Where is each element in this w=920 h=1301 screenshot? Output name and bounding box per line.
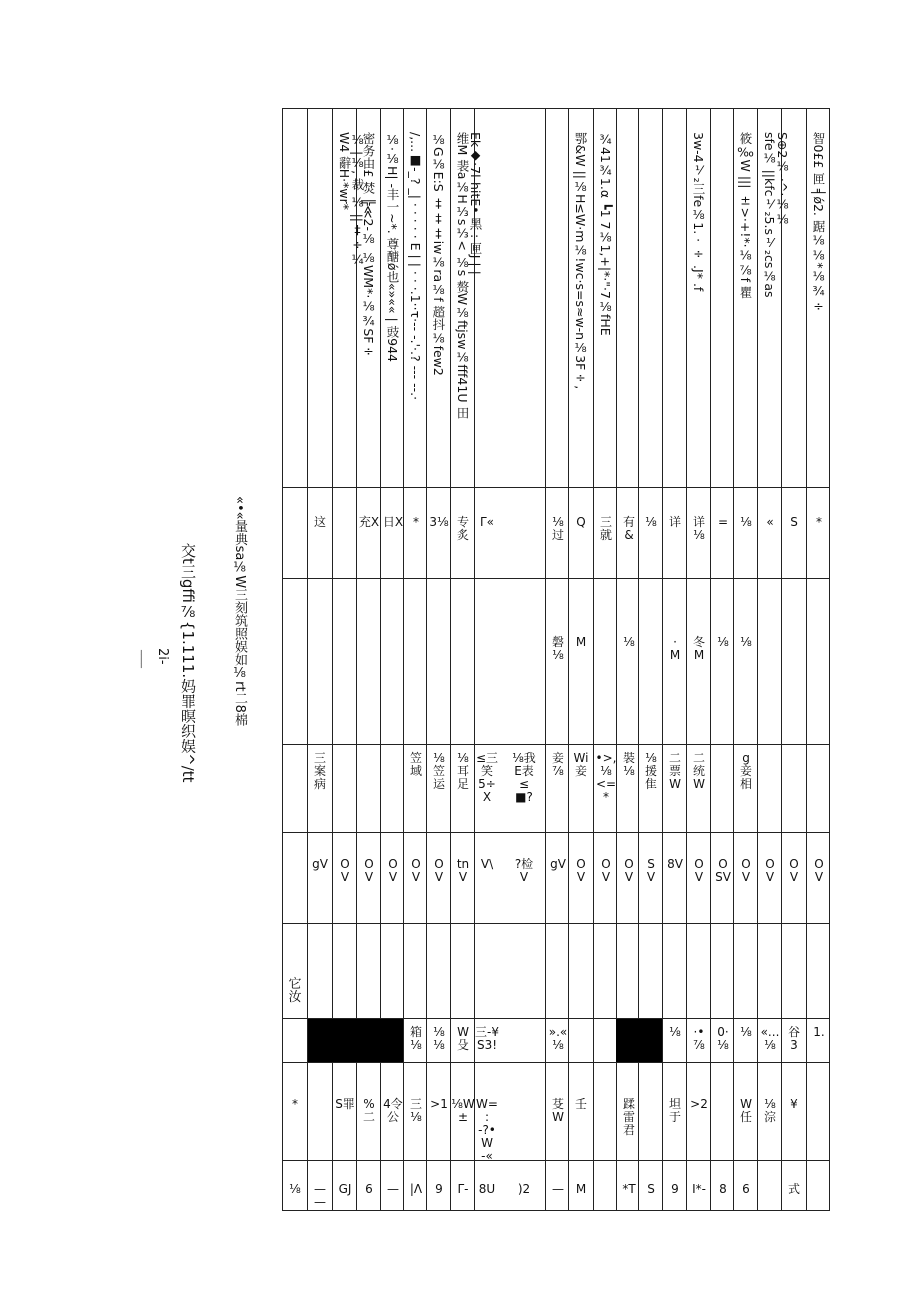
- table-cell-c4: V\: [480, 857, 494, 871]
- table-cell-c7: 坦 于: [668, 1097, 681, 1124]
- table-cell-c1: 充X: [358, 515, 380, 529]
- table-cell-c7: ¥: [790, 1097, 798, 1111]
- table-cell-c2: ⅛: [717, 635, 729, 649]
- table-cell-c4: S V: [646, 857, 656, 884]
- table-cell-c4: O V: [741, 857, 751, 884]
- table-cell-c8: 8: [719, 1182, 727, 1196]
- table-cell-c7: 壬: [574, 1097, 587, 1111]
- table-cell-c1: ⅛: [740, 515, 752, 529]
- table-cell-c8: — —: [314, 1182, 326, 1209]
- table-cell-c4: 8V: [667, 857, 683, 871]
- table-cell-c1: Γ«: [479, 515, 495, 529]
- table-cell-c6: ⅛: [740, 1025, 752, 1039]
- table-cell-c4: O V: [340, 857, 350, 884]
- table-cell-c8: —: [387, 1182, 399, 1196]
- table-cell-c6: W 殳: [456, 1025, 469, 1052]
- table-cell-c1: «: [766, 515, 774, 529]
- table-cell-c2: M: [575, 635, 587, 649]
- table-cell-c8: Γ-: [457, 1182, 469, 1196]
- table-cell-c6: 三-¥ S3!: [475, 1025, 499, 1052]
- table-cell-c1: 详 ⅛: [692, 515, 705, 542]
- table-cell-c4: O V: [789, 857, 799, 884]
- table-cell-c3: 二 票 W: [668, 751, 681, 791]
- table-cell-c8: 6: [742, 1182, 750, 1196]
- table-cell-c4: tn V: [456, 857, 470, 884]
- table-cell-c4: O V: [765, 857, 775, 884]
- table-cell-c3: 裝 ⅛: [622, 751, 635, 778]
- table-cell-c6: ».« ⅛: [548, 1025, 568, 1052]
- table-cell-c8: GJ: [338, 1182, 352, 1196]
- table-cell-c1: ⅛ 过: [551, 515, 564, 542]
- table-cell-c8: 8U: [478, 1182, 496, 1196]
- table-cell-c3: 笠 域: [409, 751, 422, 778]
- col-divider: [282, 832, 830, 833]
- table-cell-c3: ⅛ 援 隹: [644, 751, 657, 791]
- row-description: /,...■-_? _| · · · · · E | | · · ·.1··τ·-- -.'·.? --- --.·: [408, 132, 423, 401]
- table-cell-c3: ⅛ 耳 足: [456, 751, 469, 791]
- table-cell-c4: O V: [434, 857, 444, 884]
- table-cell-c6: ⅛ ⅛: [433, 1025, 445, 1052]
- table-cell-c1: 详: [668, 515, 681, 529]
- row-description: Ek◆·7l-hitE• 黑 : 匣J | |: [468, 132, 483, 275]
- row-description: S⊕2⅛-·^·⅛⅛: [775, 132, 790, 227]
- table-cell-c8: 式: [787, 1182, 800, 1196]
- table-cell-c6: 谷 3: [787, 1025, 800, 1052]
- table-cell-c8: ⅛: [289, 1182, 301, 1196]
- table-cell-c3: ⅛我 E表 ≤■?: [512, 751, 536, 804]
- redaction-block: [308, 1019, 403, 1062]
- table-cell-c7: ⅛W±: [451, 1097, 475, 1124]
- table-cell-c8: |Λ: [409, 1182, 423, 1196]
- table-cell-c8: S: [647, 1182, 655, 1196]
- col-divider: [282, 487, 830, 488]
- table-cell-c1: 专 炙: [456, 515, 469, 542]
- table-cell-c7: W= : -?•W -«: [476, 1097, 498, 1163]
- table-cell-c7: >1: [430, 1097, 448, 1111]
- table-cell-c4: O V: [364, 857, 374, 884]
- row-divider: [593, 108, 594, 1211]
- table-cell-c7: % 二: [362, 1097, 375, 1124]
- table-cell-c7: W 任: [739, 1097, 752, 1124]
- table-cell-c6: 箱 ⅛: [409, 1025, 422, 1052]
- redaction-block: [616, 1019, 662, 1062]
- row-description: ⅛·⅛H| -丰一~*. 尊醣ǿ也«»«« | 豉944: [385, 132, 400, 362]
- table-cell-c7: *: [292, 1097, 298, 1111]
- table-cell-c8: 6: [365, 1182, 373, 1196]
- table-cell-c6: 1.: [813, 1025, 825, 1039]
- table-cell-c2: 磐 ⅛: [551, 635, 564, 662]
- table-cell-c3: Wi 妾: [573, 751, 589, 778]
- col-divider: [282, 1160, 830, 1161]
- table-cell-c8: I*-: [692, 1182, 706, 1196]
- page-number: 2i-: [155, 648, 170, 665]
- table-cell-c8: M: [575, 1182, 587, 1196]
- col-divider: [282, 744, 830, 745]
- table-cell-c7: S罪: [335, 1097, 355, 1111]
- page-number-underline: ____: [140, 650, 150, 668]
- table-cell-c2: · M: [669, 635, 681, 662]
- table-cell-c6: 0· ⅛: [717, 1025, 729, 1052]
- col-divider: [282, 923, 830, 924]
- row-description: ⅛G⅛E:S ‡‡‡iw⅛ra⅛f 趦抖⅛few2: [431, 132, 446, 376]
- table-cell-c4: O V: [624, 857, 634, 884]
- table-cell-c3: 二 统 W: [692, 751, 705, 791]
- table-cell-c1: ⅛: [645, 515, 657, 529]
- table-cell-c8: *T: [622, 1182, 636, 1196]
- table-cell-c7: >2: [690, 1097, 708, 1111]
- table-cell-c1: =: [717, 515, 729, 529]
- table-cell-c8: 9: [435, 1182, 443, 1196]
- row-divider: [806, 108, 807, 1211]
- table-cell-c1: Q: [576, 515, 586, 529]
- table-cell-c4: O V: [388, 857, 398, 884]
- table-cell-c4: O V: [411, 857, 421, 884]
- table-cell-c3: 三 案 病: [313, 751, 326, 791]
- row-description: ¾41¾1.α ┗1 7⅛1,+|*·"·7⅛fHE: [598, 132, 613, 336]
- footnote-note-line: «•«量典sa⅛W三刻筑照娱如⅛rt二8棉: [232, 496, 247, 726]
- table-cell-c1: *: [413, 515, 419, 529]
- table-cell-c8: —: [552, 1182, 564, 1196]
- table-cell-c3: ⅛ 笠 运: [432, 751, 445, 791]
- table-cell-c2: ⅛: [740, 635, 752, 649]
- row-description: 3w-4⅟₂三fe⅛1. · ÷ .J* .f: [691, 132, 706, 292]
- table-cell-c6: ·• ⅞: [693, 1025, 705, 1052]
- table-cell-c7: 蹂 雷 君: [622, 1097, 635, 1137]
- table-cell-c4: ?检V: [514, 857, 534, 884]
- col-divider: [282, 1062, 830, 1063]
- row-description: 鄂&W ||⅛H≤W·m⅛!wc·s=s≈w-n⅛3F÷,: [573, 132, 588, 390]
- table-cell-c4: O V: [601, 857, 611, 884]
- table-cell-c1: S: [790, 515, 798, 529]
- footnote-main-line: 交t三gffi⅞{1.111.妈罪暝织娱^/tt: [179, 543, 197, 783]
- table-cell-c1: 日X: [382, 515, 404, 529]
- row-description: 筱‰W ||| ±>·+!*·⅛⅞f 瞿: [738, 132, 753, 299]
- table-cell-c6: «... ⅛: [760, 1025, 780, 1052]
- table-cell-c3: ≤三 笑 5÷X: [475, 751, 499, 804]
- table-cell-c1: 3⅛: [429, 515, 449, 529]
- table-cell-c7: 4令 公: [383, 1097, 403, 1124]
- col-divider: [282, 578, 830, 579]
- table-cell-c2: 冬 M: [692, 635, 705, 662]
- table-cell-c3: •>, ⅛ <= *: [595, 751, 617, 804]
- table-cell-c2: ⅛: [623, 635, 635, 649]
- table-cell-c7: 芟 W: [551, 1097, 564, 1124]
- table-cell-c4: gV: [550, 857, 566, 871]
- table-cell-c4: O SV: [715, 857, 731, 884]
- table-cell-c4: O V: [814, 857, 824, 884]
- table-cell-c8: )2: [517, 1182, 531, 1196]
- row-description: sfe⅛ ||kfc⅟₂5.s⅟₂cs⅛as: [762, 132, 777, 298]
- table-cell-c1: 这: [313, 515, 326, 529]
- table-cell-c7: 三 ⅛: [409, 1097, 422, 1124]
- table-cell-c4: gV: [312, 857, 328, 871]
- row-description: ⅛ |⅛, 裁 ⅛ ||‡÷¼: [350, 132, 365, 268]
- row-description: 智0££ 匣 ╡ǿ2. 踞⅛⅛*⅛¾÷: [811, 132, 826, 314]
- table-cell-c4: O V: [694, 857, 704, 884]
- table-cell-c1: *: [816, 515, 822, 529]
- table-cell-c7: ⅛ 淙: [763, 1097, 776, 1124]
- table-cell-c1: 三 就: [599, 515, 612, 542]
- table-cell-c3: 妾 ⅞: [551, 751, 564, 778]
- table-cell-c4: O V: [576, 857, 586, 884]
- row-description: 密务由£ 焚 ╠≪2-⅛ ⅛WM*·⅛¾SF÷: [361, 132, 376, 359]
- table-cell-c1: 有 &: [622, 515, 635, 542]
- row-description: W4 辭Η·*wr*: [337, 132, 352, 211]
- table-cell-c6: ⅛: [669, 1025, 681, 1039]
- table-cell-c3: g 妾 相: [739, 751, 752, 791]
- side-note: 它汝: [288, 977, 302, 1005]
- row-description: 维M 裴a⅛H⅓s⅓< ⅛s 赘W⅛ftjsw⅛fff41U 田: [455, 132, 470, 419]
- table-cell-c8: 9: [671, 1182, 679, 1196]
